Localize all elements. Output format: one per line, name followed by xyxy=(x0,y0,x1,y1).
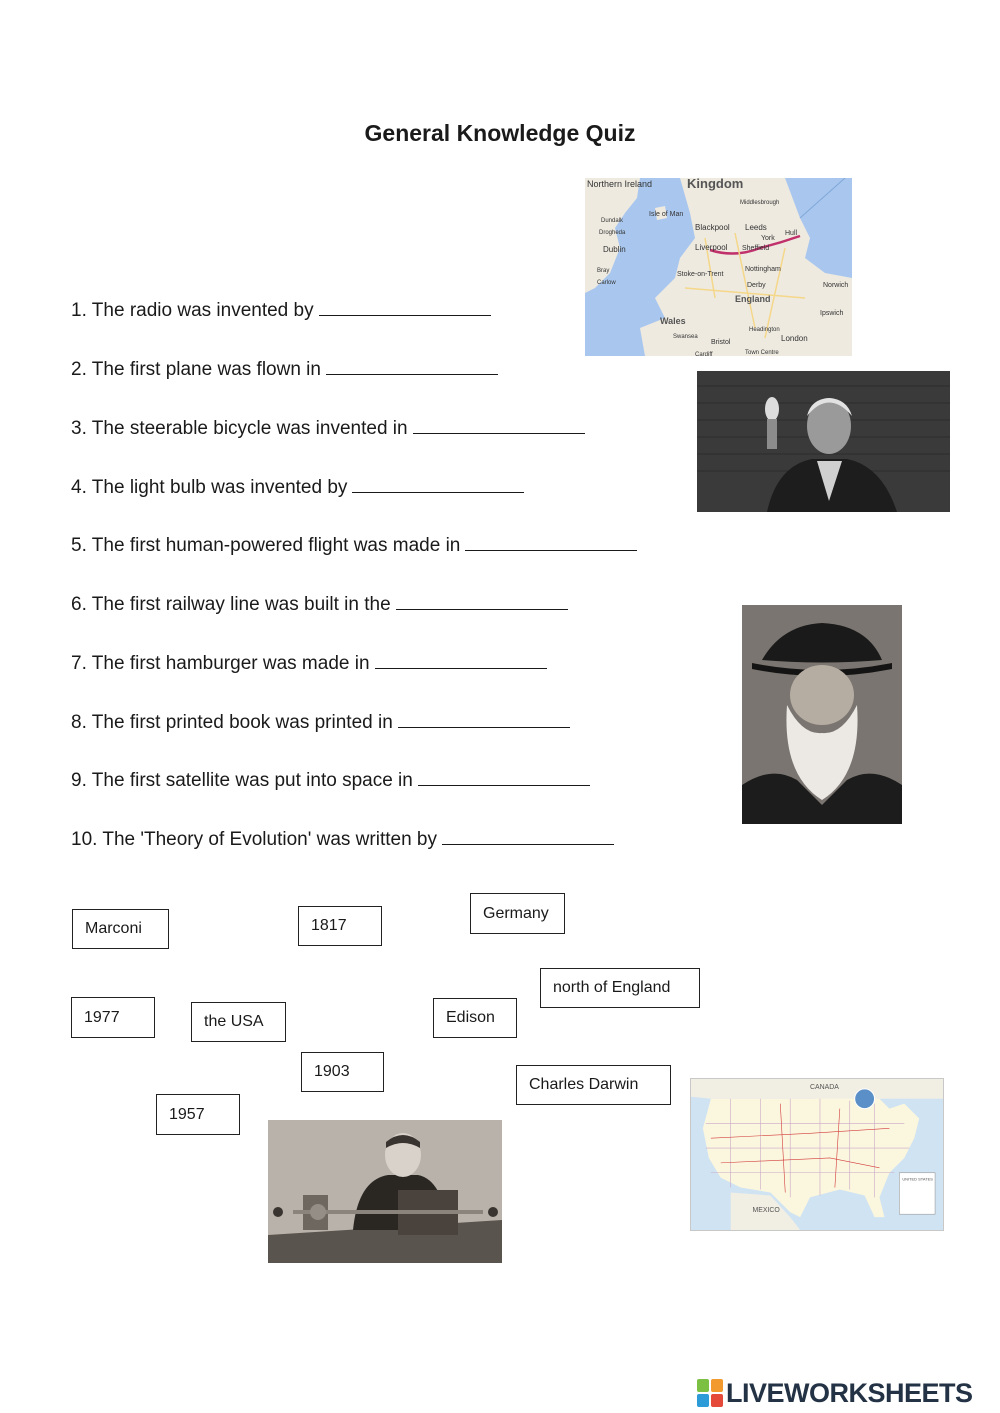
answer-card-edison[interactable]: Edison xyxy=(433,998,517,1038)
map-label: Sheffield xyxy=(742,245,770,252)
map-label: Bray xyxy=(597,268,610,274)
question-number: 2. xyxy=(71,359,87,380)
question-number: 9. xyxy=(71,770,87,791)
map-label: Dundalk xyxy=(601,218,624,224)
answer-blank-6[interactable] xyxy=(396,591,568,610)
liveworksheets-icon xyxy=(697,1379,723,1407)
answer-card-1903[interactable]: 1903 xyxy=(301,1052,384,1092)
map-label: Wales xyxy=(660,316,686,326)
answer-blank-3[interactable] xyxy=(413,415,585,434)
map-label: Headington xyxy=(749,327,780,333)
question-number: 8. xyxy=(71,712,87,733)
map-label: Northern Ireland xyxy=(587,179,653,189)
question-5 xyxy=(71,532,637,557)
edison-photo xyxy=(697,371,950,512)
answer-blank-10[interactable] xyxy=(442,826,614,845)
question-text: The first printed book was printed in xyxy=(91,712,393,733)
question-text: The steerable bicycle was invented in xyxy=(91,418,408,439)
map-label: Hull xyxy=(785,230,798,237)
map-label: Drogheda xyxy=(599,230,626,236)
map-label: Bristol xyxy=(711,339,731,346)
map-label: Liverpool xyxy=(695,243,728,252)
question-text: The light bulb was invented by xyxy=(91,477,348,498)
map-label: Derby xyxy=(747,282,766,289)
answer-card-1817[interactable]: 1817 xyxy=(298,906,382,946)
map-label: Swansea xyxy=(673,334,698,340)
question-number: 3. xyxy=(71,418,87,439)
answer-blank-2[interactable] xyxy=(326,356,498,375)
map-label: UNITED STATES xyxy=(902,1176,933,1182)
question-number: 10. xyxy=(71,829,98,850)
map-label: Isle of Man xyxy=(649,211,684,218)
map-label: Cardiff xyxy=(695,352,713,356)
answer-card-charles-darwin[interactable]: Charles Darwin xyxy=(516,1065,671,1105)
answer-blank-4[interactable] xyxy=(352,474,524,493)
answer-card-1977[interactable]: 1977 xyxy=(71,997,155,1038)
question-text: The 'Theory of Evolution' was written by xyxy=(102,829,437,850)
map-label: CANADA xyxy=(810,1083,839,1091)
page-title: General Knowledge Quiz xyxy=(364,120,636,146)
liveworksheets-logo[interactable] xyxy=(697,1377,973,1409)
map-label: Ipswich xyxy=(820,310,844,317)
map-label: Blackpool xyxy=(695,223,730,232)
answer-blank-9[interactable] xyxy=(418,767,590,786)
map-label: York xyxy=(761,235,775,242)
uk-map-image xyxy=(585,178,852,356)
question-1 xyxy=(71,297,491,322)
question-8 xyxy=(71,709,570,734)
question-number: 4. xyxy=(71,477,87,498)
answer-blank-8[interactable] xyxy=(398,709,570,728)
answer-card-north-of-england[interactable]: north of England xyxy=(540,968,700,1008)
answer-card-marconi[interactable]: Marconi xyxy=(72,909,169,949)
usa-map-image xyxy=(690,1078,944,1231)
question-number: 6. xyxy=(71,594,87,615)
answer-blank-1[interactable] xyxy=(319,297,491,316)
answer-blank-7[interactable] xyxy=(375,650,547,669)
question-text: The first railway line was built in the xyxy=(91,594,391,615)
map-label: Nottingham xyxy=(745,266,781,273)
map-label: Norwich xyxy=(823,282,849,289)
answer-blank-5[interactable] xyxy=(465,532,637,551)
question-text: The radio was invented by xyxy=(91,300,314,321)
question-text: The first hamburger was made in xyxy=(91,653,370,674)
answer-card-germany[interactable]: Germany xyxy=(470,893,565,934)
map-label: Leeds xyxy=(745,223,767,232)
question-text: The first plane was flown in xyxy=(91,359,321,380)
map-label: Town Centre xyxy=(745,350,779,356)
question-7 xyxy=(71,650,547,675)
map-label: London xyxy=(781,334,808,343)
question-4 xyxy=(71,474,524,499)
darwin-photo xyxy=(742,605,902,824)
answer-card-the-usa[interactable]: the USA xyxy=(191,1002,286,1042)
map-label: Stoke-on-Trent xyxy=(677,271,724,278)
question-6 xyxy=(71,591,568,616)
map-label: Dublin xyxy=(603,245,626,254)
answer-card-1957[interactable]: 1957 xyxy=(156,1094,240,1135)
question-10 xyxy=(71,826,614,851)
question-number: 7. xyxy=(71,653,87,674)
question-number: 5. xyxy=(71,535,87,556)
question-text: The first human-powered flight was made in xyxy=(91,535,461,556)
map-label: Carlow xyxy=(597,280,616,286)
map-label: Middlesbrough xyxy=(740,200,780,206)
question-number: 1. xyxy=(71,300,87,321)
question-text: The first satellite was put into space in xyxy=(91,770,413,791)
map-label: England xyxy=(735,294,771,304)
question-3 xyxy=(71,415,585,440)
question-9 xyxy=(71,767,590,792)
map-label: MEXICO xyxy=(752,1207,780,1215)
brand-name: LIVEWORKSHEETS xyxy=(726,1377,973,1408)
map-label: Kingdom xyxy=(687,178,744,191)
marconi-photo xyxy=(268,1120,502,1263)
question-2 xyxy=(71,356,498,381)
